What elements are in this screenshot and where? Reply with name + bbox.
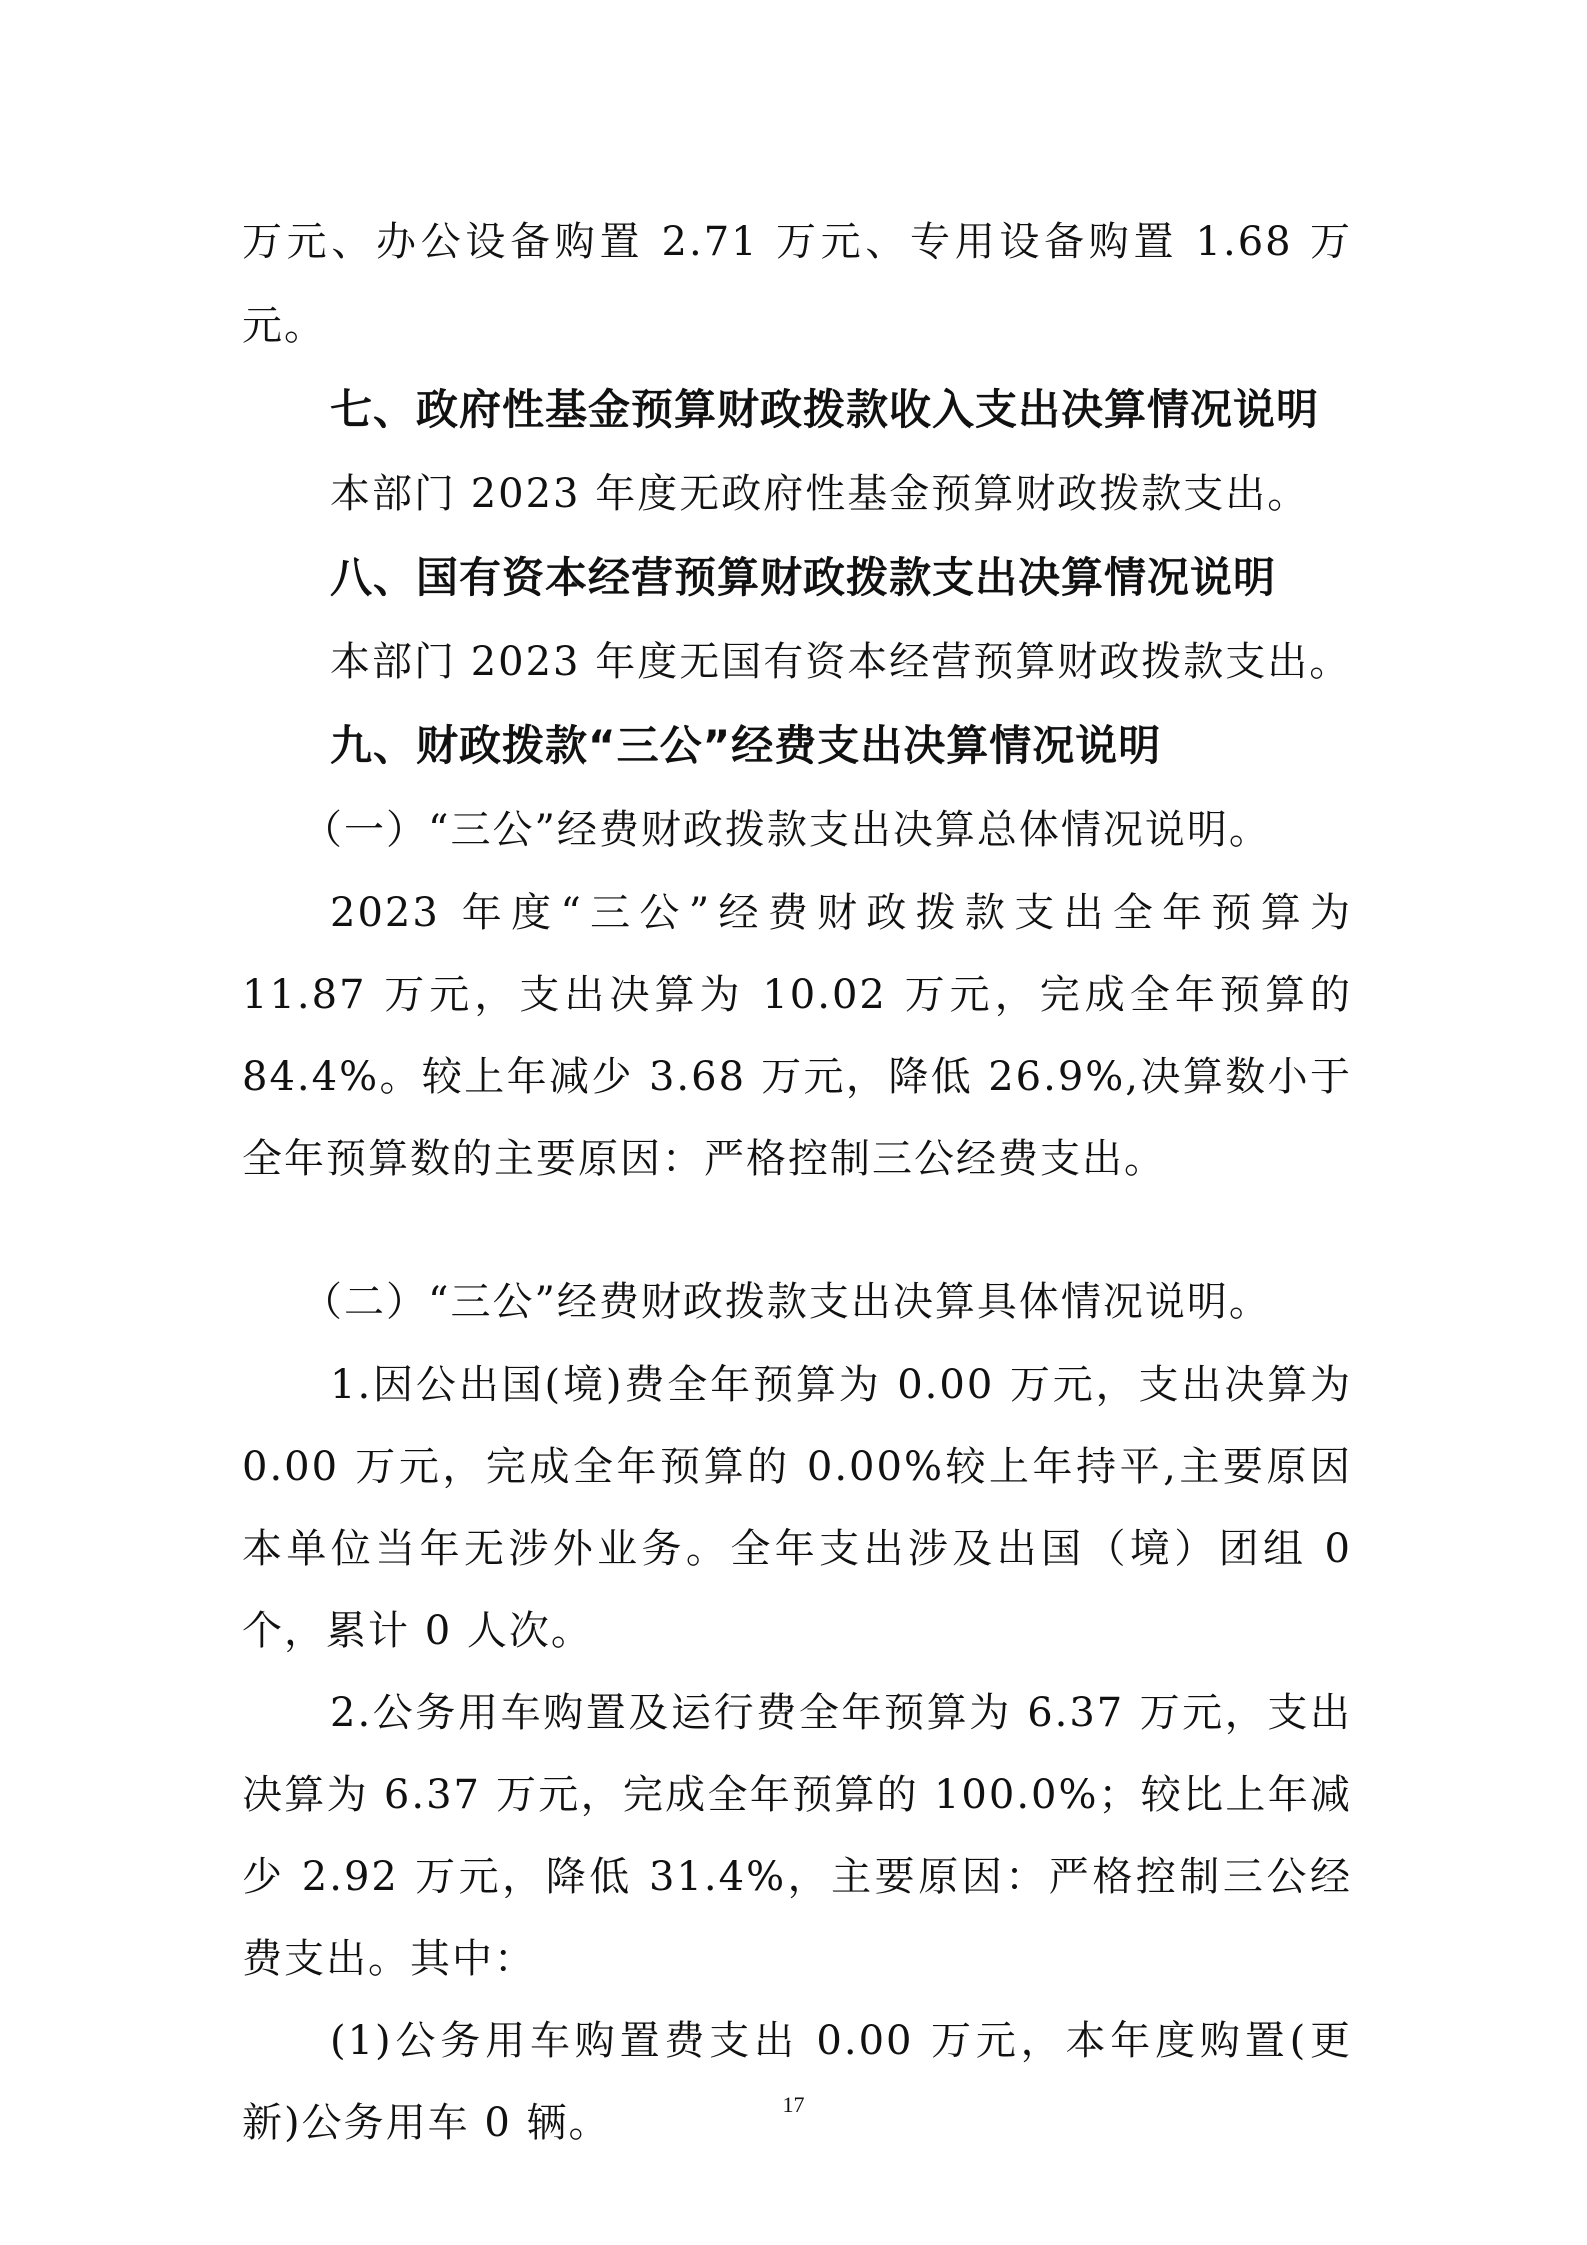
paragraph-official-vehicle: 2.公务用车购置及运行费全年预算为 6.37 万元，支出决算为 6.37 万元，完成全年预算的 100.0%；较比上年减少 2.92 万元，降低 31.4%，主要原因：严格控制三公经费支出。其中： bbox=[242, 1690, 1352, 1982]
heading-section-7: 七、政府性基金预算财政拨款收入支出决算情况说明 bbox=[330, 385, 1320, 434]
subheading-overall: （一）“三公”经费财政拨款支出决算总体情况说明。 bbox=[302, 807, 1271, 853]
page-number: 17 bbox=[782, 2092, 805, 2117]
heading-section-8: 八、国有资本经营预算财政拨款支出决算情况说明 bbox=[330, 553, 1277, 602]
paragraph-section-8: 本部门 2023 年度无国有资本经营预算财政拨款支出。 bbox=[330, 639, 1352, 685]
paragraph-overseas-travel: 1.因公出国(境)费全年预算为 0.00 万元，支出决算为 0.00 万元，完成全年预算的 0.00%较上年持平,主要原因本单位当年无涉外业务。全年支出涉及出国（境）团组 0 个，累计 0 人次。 bbox=[242, 1362, 1352, 1654]
subheading-detail: （二）“三公”经费财政拨款支出决算具体情况说明。 bbox=[302, 1279, 1271, 1325]
heading-section-9: 九、财政拨款“三公”经费支出决算情况说明 bbox=[330, 721, 1162, 770]
document-body bbox=[242, 200, 1352, 2164]
paragraph-overall: 2023 年度“三公”经费财政拨款支出全年预算为 11.87 万元，支出决算为 10.02 万元，完成全年预算的 84.4%。较上年减少 3.68 万元，降低 26.9%,决算数小于全年预算数的主要原因：严格控制三公经费支出。 bbox=[242, 890, 1352, 1182]
spacer bbox=[242, 1200, 1352, 1260]
paragraph-vehicle-purchase: (1)公务用车购置费支出 0.00 万元，本年度购置(更新)公务用车 0 辆。 bbox=[242, 2018, 1352, 2146]
paragraph-continuation: 万元、办公设备购置 2.71 万元、专用设备购置 1.68 万元。 bbox=[242, 219, 1352, 349]
paragraph-section-7: 本部门 2023 年度无政府性基金预算财政拨款支出。 bbox=[330, 471, 1310, 517]
